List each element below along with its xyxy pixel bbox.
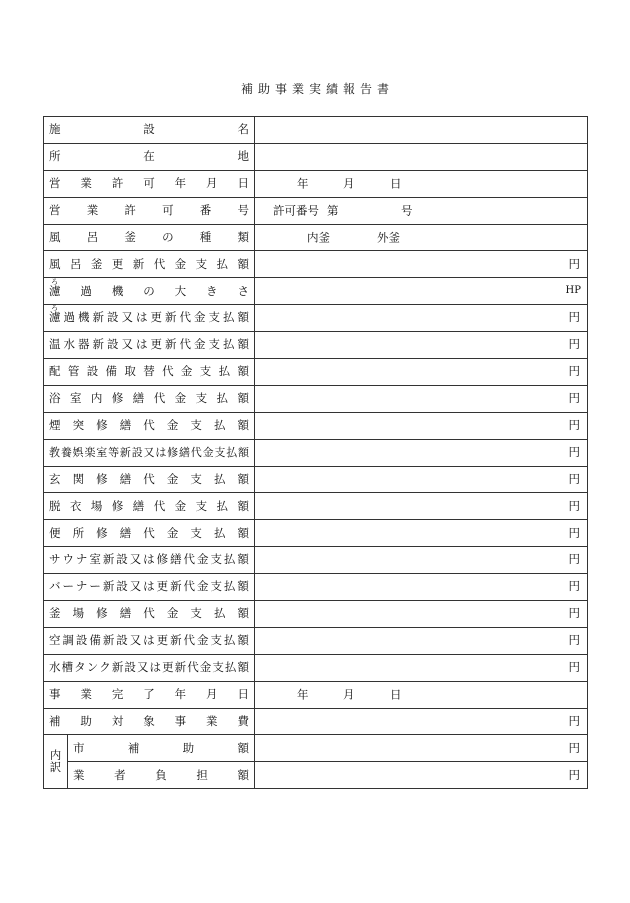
row-burner [44, 574, 588, 601]
label-haikan [44, 359, 255, 386]
document-title [0, 80, 630, 97]
label-kucho [44, 627, 255, 654]
yen-unit: 円 [568, 713, 580, 728]
row-furogama-shurui [44, 224, 588, 251]
label-genkan [44, 466, 255, 493]
year-label: 年 [297, 686, 309, 701]
month-label: 月 [343, 686, 355, 701]
yen-unit: 円 [568, 498, 580, 513]
row-shozaichi [44, 143, 588, 170]
permit-dai: 第 [327, 202, 339, 217]
label-text: 煙 突 修 繕 代 金 支 払 額 [49, 417, 249, 432]
row-haikan [44, 359, 588, 386]
label-text: 玄 関 修 繕 代 金 支 払 額 [49, 471, 249, 486]
yen-unit: 円 [568, 767, 580, 782]
label-text: 事 業 完 了 年 月 日 [49, 686, 249, 701]
hp-unit: HP [565, 285, 581, 297]
field-kanryo-date[interactable] [255, 681, 588, 708]
row-eigyo-kyoka-date [44, 170, 588, 197]
label-burner [44, 574, 255, 601]
field-furogama-shurui[interactable] [255, 224, 588, 251]
row-gyosha-futan [44, 762, 588, 789]
field-gyosha-futan[interactable] [255, 762, 588, 789]
label-text: バ ー ナ ー 新 設 又 は 更 新 代 金 支 払 額 [49, 579, 249, 594]
label-text: 浴 室 内 修 繕 代 金 支 払 額 [49, 391, 249, 406]
row-yokushitsu [44, 385, 588, 412]
label-onsuiki [44, 332, 255, 359]
field-kamaba[interactable] [255, 601, 588, 628]
field-shisetsu[interactable] [255, 117, 588, 144]
row-roka-koushin [44, 305, 588, 332]
label-gyosha-futan [68, 762, 255, 789]
row-genkan [44, 466, 588, 493]
label-kyoyo [44, 439, 255, 466]
row-roka-size [44, 278, 588, 305]
label-shozaichi [44, 143, 255, 170]
label-text: 水 槽 タ ン ク 新 設 又 は 更 新 代 金 支 払 額 [49, 660, 249, 674]
field-genkan[interactable] [255, 466, 588, 493]
field-roka-koushin[interactable] [255, 305, 588, 332]
row-kamaba [44, 601, 588, 628]
field-roka-size[interactable] [255, 278, 588, 305]
day-label: 日 [390, 175, 402, 190]
yen-unit: 円 [568, 471, 580, 486]
ruby-ro: ろ [51, 304, 58, 313]
label-shi-hojo [68, 735, 255, 762]
label-text: 業 者 負 担 額 [73, 767, 249, 782]
row-entotsu [44, 412, 588, 439]
label-text: 風 呂 釜 の 種 類 [49, 229, 249, 244]
year-label: 年 [297, 175, 309, 190]
yen-unit: 円 [568, 310, 580, 325]
label-furogama-shurui [44, 224, 255, 251]
field-yokushitsu[interactable] [255, 385, 588, 412]
label-benjo [44, 520, 255, 547]
uchigama-option[interactable]: 内釜 [307, 229, 330, 244]
label-eigyo-kyoka-no [44, 197, 255, 224]
row-sauna [44, 547, 588, 574]
document-title-text: 補 助 事 業 実 績 報 告 書 [240, 82, 389, 96]
yen-unit: 円 [568, 444, 580, 459]
label-text: 釜 場 修 繕 代 金 支 払 額 [49, 606, 249, 621]
label-entotsu [44, 412, 255, 439]
field-suiso[interactable] [255, 654, 588, 681]
permit-prefix: 許可番号 [273, 202, 319, 217]
label-eigyo-kyoka-date [44, 170, 255, 197]
field-hojo-taisho[interactable] [255, 708, 588, 735]
yen-unit: 円 [568, 579, 580, 594]
label-suiso [44, 654, 255, 681]
field-shi-hojo[interactable] [255, 735, 588, 762]
yen-unit: 円 [568, 256, 580, 271]
field-eigyo-kyoka-no[interactable] [255, 197, 588, 224]
row-eigyo-kyoka-no [44, 197, 588, 224]
yen-unit: 円 [568, 633, 580, 648]
permit-go: 号 [401, 202, 413, 217]
label-text: 所 在 地 [49, 149, 249, 164]
field-benjo[interactable] [255, 520, 588, 547]
label-naiyaku: 内 訳 [44, 735, 68, 789]
yen-unit: 円 [568, 740, 580, 755]
row-suiso [44, 654, 588, 681]
label-text: 風 呂 釜 更 新 代 金 支 払 額 [49, 256, 249, 271]
row-kyoyo [44, 439, 588, 466]
yen-unit: 円 [568, 391, 580, 406]
report-form-table [43, 116, 588, 789]
label-text: 便 所 修 繕 代 金 支 払 額 [49, 525, 249, 540]
label-text: 配 管 設 備 取 替 代 金 支 払 額 [49, 364, 249, 379]
label-text: 市 補 助 額 [73, 740, 249, 755]
yen-unit: 円 [568, 606, 580, 621]
field-entotsu[interactable] [255, 412, 588, 439]
label-text: 施 設 名 [49, 122, 249, 137]
row-benjo [44, 520, 588, 547]
yen-unit: 円 [568, 525, 580, 540]
label-yokushitsu [44, 385, 255, 412]
label-roka-koushin: ろ 濾 過 機 新 設 又 は 更 新 代 金 支 払 額 [44, 305, 255, 332]
field-eigyo-kyoka-date[interactable] [255, 170, 588, 197]
label-furogama-koushin [44, 251, 255, 278]
label-text: 営 業 許 可 番 号 [49, 202, 249, 217]
label-text: 教 養 娯 楽 室 等 新 設 又 は 修 繕 代 金 支 払 額 [49, 446, 249, 460]
label-kanryo-date [44, 681, 255, 708]
sotogama-option[interactable]: 外釜 [377, 229, 400, 244]
row-shi-hojo [44, 735, 588, 762]
label-text: 営 業 許 可 年 月 日 [49, 175, 249, 190]
ruby-ro: ろ [51, 277, 58, 286]
yen-unit: 円 [568, 337, 580, 352]
row-shisetsu [44, 117, 588, 144]
field-furogama-koushin[interactable] [255, 251, 588, 278]
yen-unit: 円 [568, 660, 580, 674]
day-label: 日 [390, 686, 402, 701]
row-kucho [44, 627, 588, 654]
field-haikan[interactable] [255, 359, 588, 386]
label-shisetsu [44, 117, 255, 144]
row-furogama-koushin [44, 251, 588, 278]
field-burner[interactable] [255, 574, 588, 601]
label-hojo-taisho [44, 708, 255, 735]
label-kamaba [44, 601, 255, 628]
field-kucho[interactable] [255, 627, 588, 654]
yen-unit: 円 [568, 417, 580, 432]
label-text: 温 水 器 新 設 又 は 更 新 代 金 支 払 額 [49, 337, 249, 352]
label-roka-size: ろ 濾 過 機 の 大 き さ [44, 278, 255, 305]
yen-unit: 円 [568, 364, 580, 379]
label-text: 脱 衣 場 修 繕 代 金 支 払 額 [49, 498, 249, 513]
field-kyoyo[interactable] [255, 439, 588, 466]
field-sauna[interactable] [255, 547, 588, 574]
month-label: 月 [343, 175, 355, 190]
row-kanryo-date [44, 681, 588, 708]
yen-unit: 円 [568, 552, 580, 567]
row-onsuiki [44, 332, 588, 359]
label-text: 補 助 対 象 事 業 費 [49, 713, 249, 728]
label-sauna [44, 547, 255, 574]
label-datsuijo [44, 493, 255, 520]
field-onsuiki[interactable] [255, 332, 588, 359]
label-text: 空 調 設 備 新 設 又 は 更 新 代 金 支 払 額 [49, 633, 249, 648]
row-hojo-taisho [44, 708, 588, 735]
row-datsuijo [44, 493, 588, 520]
field-shozaichi[interactable] [255, 143, 588, 170]
label-text: サ ウ ナ 室 新 設 又 は 修 繕 代 金 支 払 額 [49, 552, 249, 567]
field-datsuijo[interactable] [255, 493, 588, 520]
